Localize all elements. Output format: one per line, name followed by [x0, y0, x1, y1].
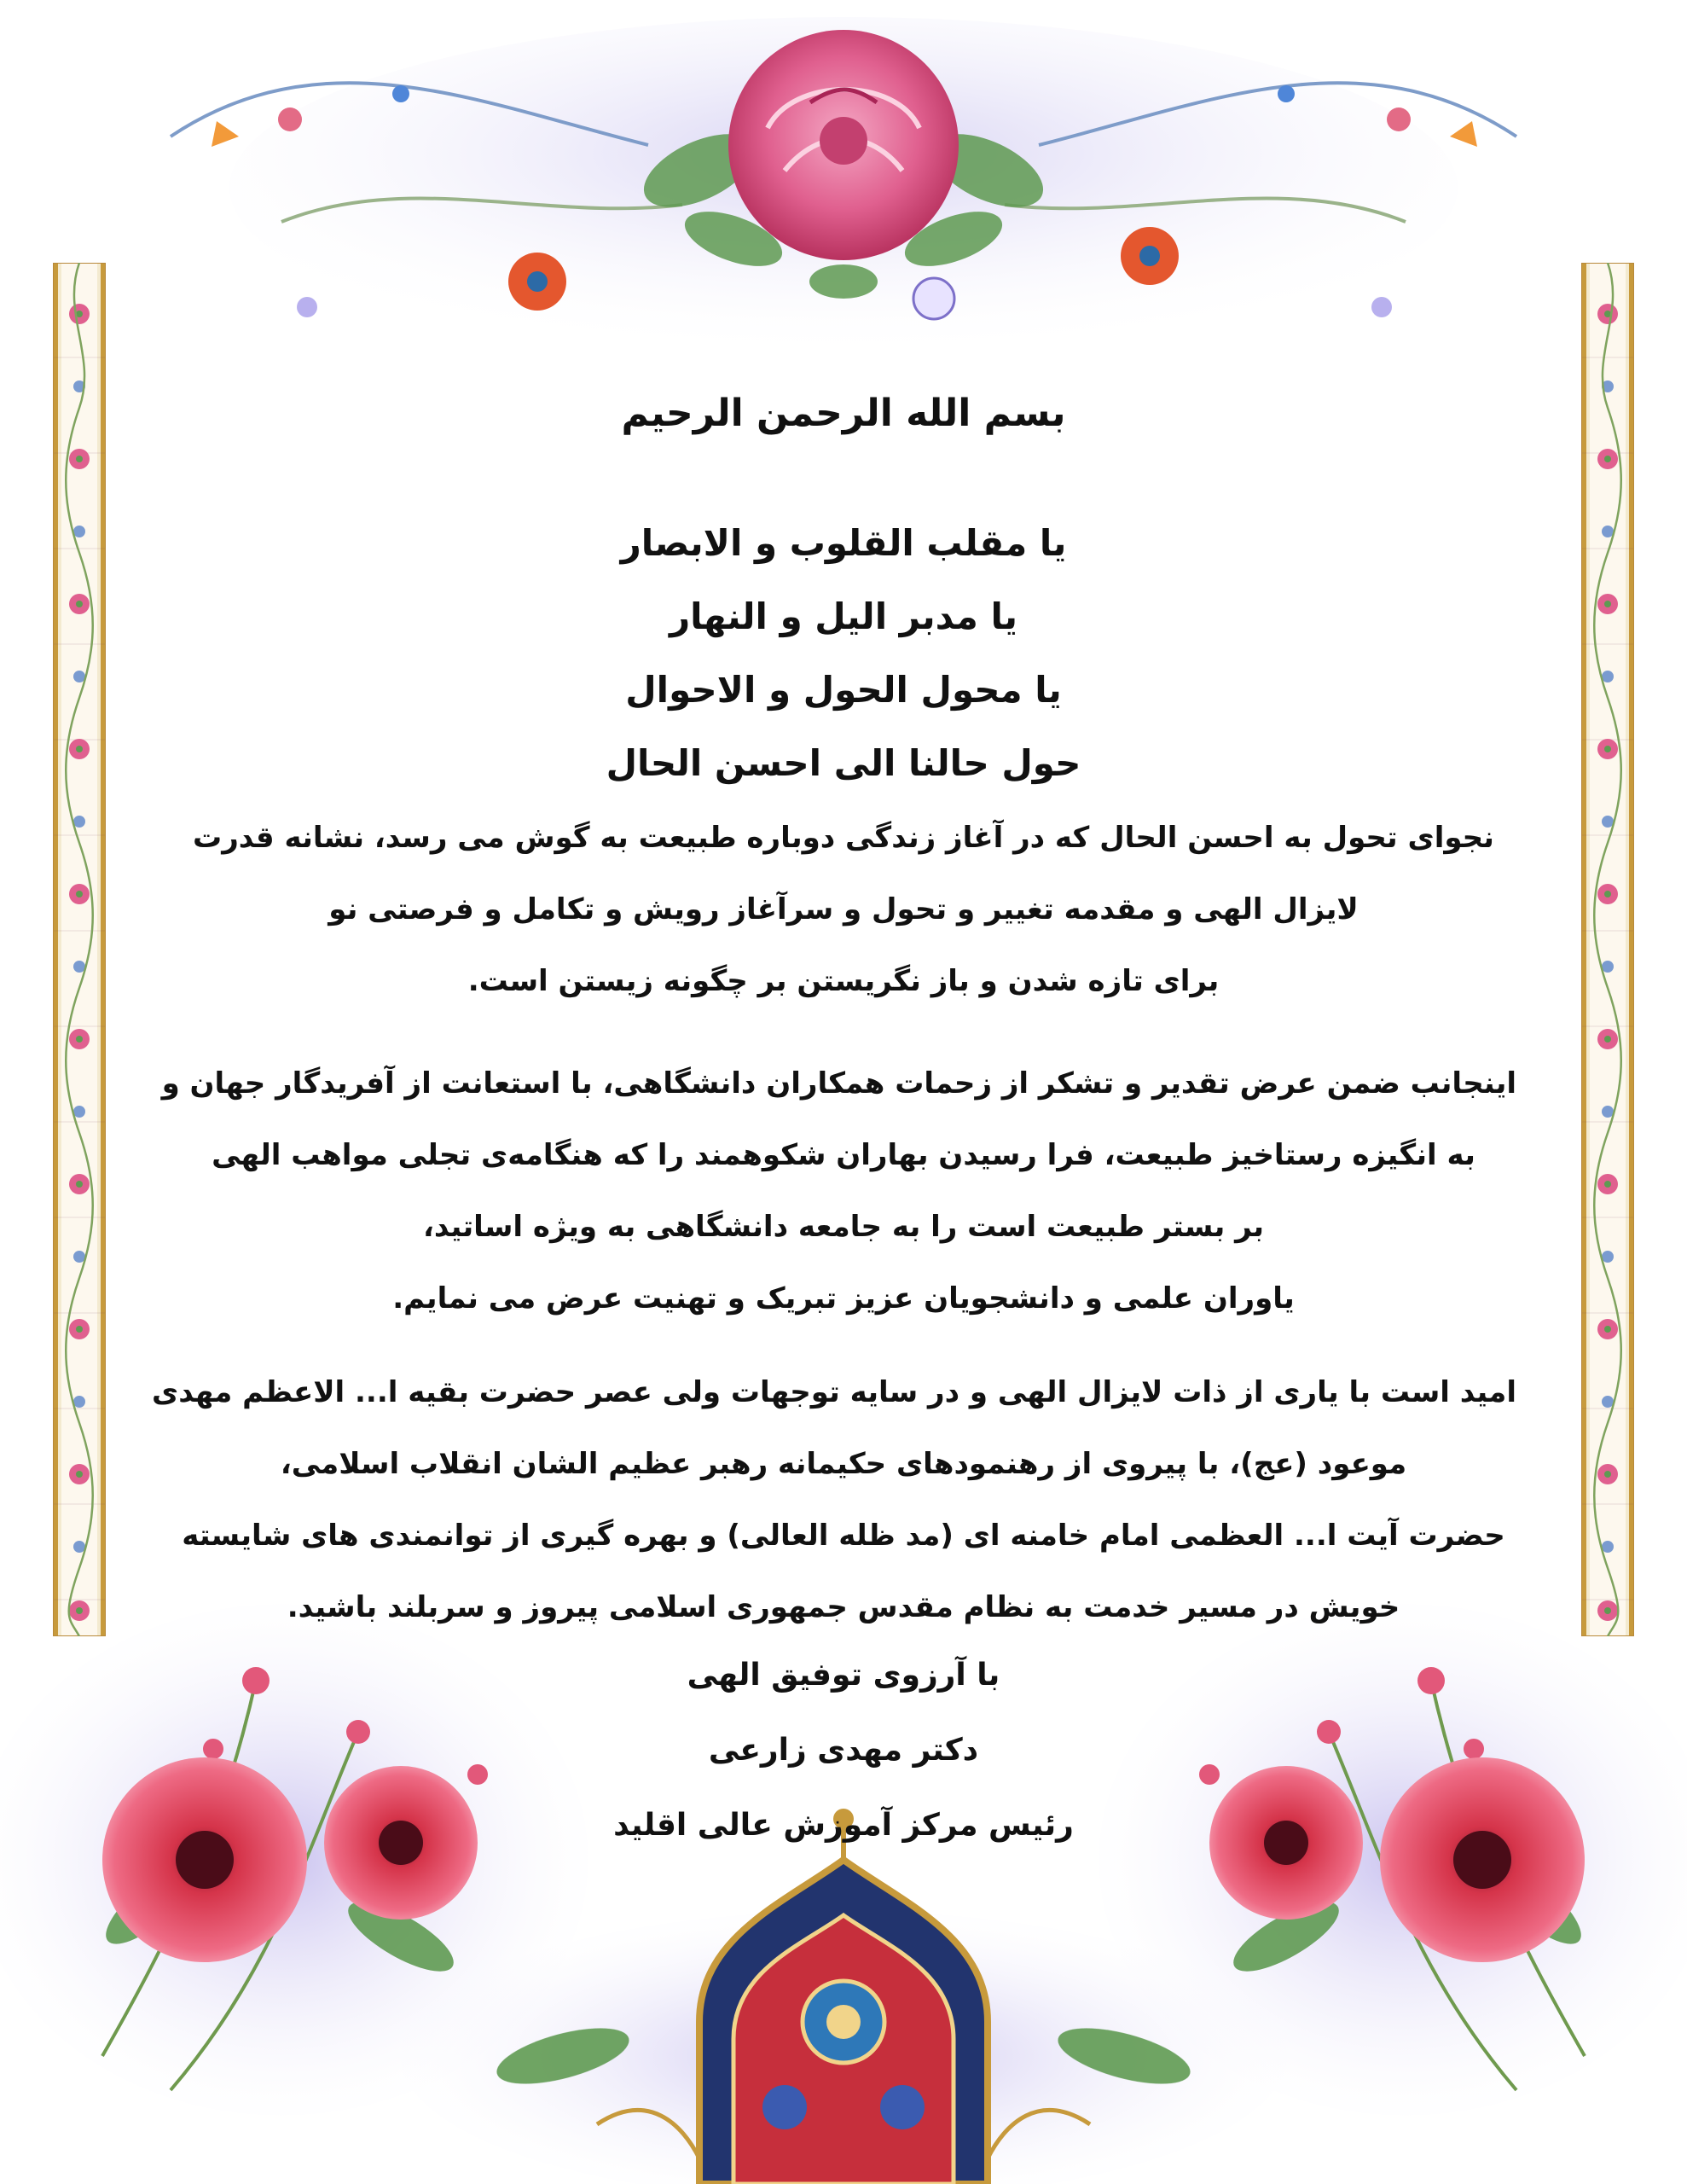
paragraph-line: نجوای تحول به احسن الحال که در آغاز زندگی دوباره طبیعت به گوش می رسد، نشانه قدرت [193, 821, 1494, 855]
paragraph-line: حضرت آیت ا... العظمی امام خامنه ای (مد ظله العالی) و بهره گیری از توانمندی های شایسته [182, 1519, 1505, 1553]
paragraph-line: موعود (عج)، با پیروی از رهنمودهای حکیمانه رهبر عظیم الشان انقلاب اسلامی، [280, 1447, 1407, 1481]
closing-wish: با آرزوی توفیق الهی [687, 1658, 1000, 1693]
paragraph-line: یاوران علمی و دانشجویان عزیز تبریک و تهنیت عرض می نمایم. [392, 1281, 1295, 1316]
paragraph-line: لایزال الهی و مقدمه تغییر و تحول و سرآغاز رویش و تکامل و فرصتی نو [328, 892, 1359, 926]
invocation-line: یا مقلب القلوب و الابصار [620, 522, 1067, 564]
basmala-heading: بسم الله الرحمن الرحیم [621, 392, 1066, 435]
paragraph-line: خویش در مسیر خدمت به نظام مقدس جمهوری اسلامی پیروز و سربلند باشید. [287, 1590, 1400, 1624]
paragraph-line: اینجانب ضمن عرض تقدیر و تشکر از زحمات همکاران دانشگاهی، با استعانت از آفریدگار جهان و [161, 1066, 1516, 1101]
top-floral-ornament [0, 0, 1687, 367]
paragraph-line: بر بستر طبیعت است را به جامعه دانشگاهی به ویژه اساتید، [422, 1210, 1265, 1244]
paragraph-3 [152, 1356, 1516, 1643]
rose-icon [728, 30, 959, 260]
paragraph-line: امید است با یاری از ذات لایزال الهی و در سایه توجهات ولی عصر حضرت بقیه ا... الاعظم مهدی [152, 1375, 1516, 1409]
left-border-ornament [53, 263, 106, 1636]
paragraph-2 [161, 1048, 1516, 1334]
right-border-ornament [1581, 263, 1634, 1636]
signature-block [171, 1638, 1516, 1863]
paragraph-1 [171, 802, 1516, 1017]
invocation-line: یا محول الحول و الاحوال [625, 669, 1062, 711]
signatory-name: دکتر مهدی زارعی [708, 1733, 979, 1768]
paragraph-line: به انگیزه رستاخیز طبیعت، فرا رسیدن بهاران شکوهمند را که هنگامه‌ی تجلی مواهب الهی [212, 1138, 1475, 1172]
signatory-title: رئیس مرکز آموزش عالی اقلید [613, 1808, 1074, 1843]
paragraph-line: برای تازه شدن و باز نگریستن بر چگونه زیستن است. [467, 964, 1220, 998]
invocation-line: حول حالنا الی احسن الحال [606, 742, 1081, 784]
invocation-line: یا مدبر الیل و النهار [669, 595, 1018, 637]
invocations [171, 507, 1516, 800]
